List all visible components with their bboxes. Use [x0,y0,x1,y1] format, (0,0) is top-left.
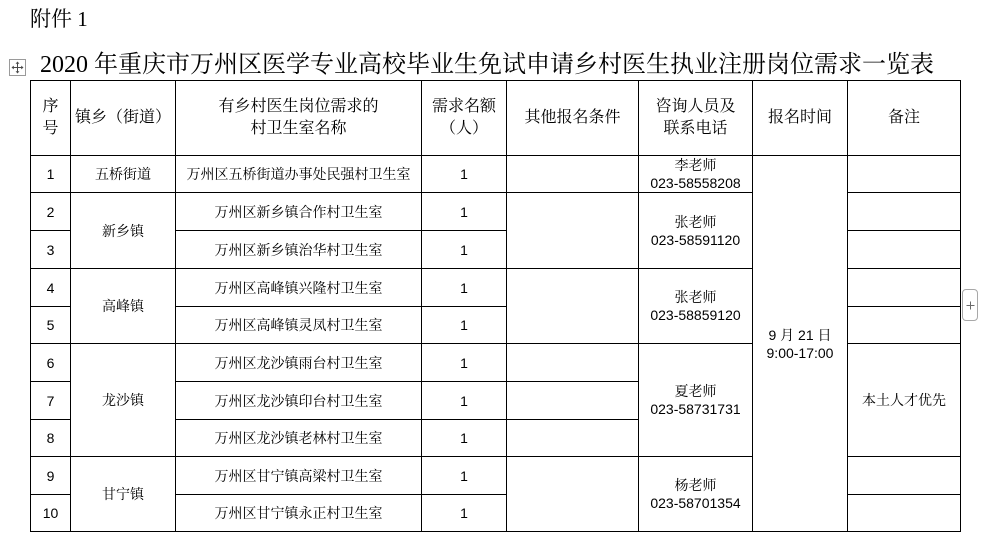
header-contact [639,81,753,156]
contact-name: 张老师 [674,289,717,305]
clinic-name-cell: 万州区五桥街道办事处民强村卫生室 [176,156,422,193]
contact-phone: 023-58731731 [650,401,741,417]
other-conditions-cell [507,420,639,457]
document-title: 2020 年重庆市万州区医学专业高校毕业生免试申请乡村医生执业注册岗位需求一览表 [40,52,934,78]
header-other-conditions: 其他报名条件 [507,81,639,156]
row-number-cell: 9 [31,457,71,495]
town-cell: 甘宁镇 [71,457,176,532]
clinic-name-cell: 万州区甘宁镇永正村卫生室 [176,495,422,532]
clinic-name-cell: 万州区新乡镇合作村卫生室 [176,193,422,231]
town-cell: 高峰镇 [71,269,176,344]
row-number-cell: 7 [31,382,71,420]
quota-cell: 1 [422,307,507,344]
header-contact-line-1: 咨询人员及 [655,98,736,115]
header-clinic [176,81,422,156]
contact-name: 李老师 [674,157,717,173]
quota-cell: 1 [422,156,507,193]
remarks-cell [848,231,961,269]
header-town: 镇乡（街道） [71,81,176,156]
header-row [31,81,961,156]
header-remarks: 备注 [848,81,961,156]
contact-cell [639,457,753,532]
contact-cell [639,193,753,269]
remarks-cell [848,307,961,344]
quota-cell: 1 [422,420,507,457]
header-clinic-line-1: 有乡村医生岗位需求的 [218,98,379,115]
quota-cell: 1 [422,269,507,307]
registration-date: 9 月 21 日 [768,326,832,343]
contact-cell [639,269,753,344]
plus-icon [966,301,975,310]
header-quota-line-1: 需求名额 [431,98,496,115]
other-conditions-cell [507,193,639,269]
attachment-label: 附件 1 [30,7,88,31]
remarks-cell [848,457,961,495]
registration-hours: 9:00-17:00 [766,344,834,361]
row-number-cell: 3 [31,231,71,269]
contact-cell [639,344,753,457]
other-conditions-cell [507,269,639,344]
move-arrows-icon [11,61,24,74]
header-serial-line-2: 号 [42,120,59,137]
contact-phone: 023-58859120 [650,307,741,323]
clinic-name-cell: 万州区龙沙镇雨台村卫生室 [176,344,422,382]
contact-phone: 023-58701354 [650,495,741,511]
other-conditions-cell [507,457,639,532]
clinic-name-cell: 万州区龙沙镇老林村卫生室 [176,420,422,457]
contact-name: 夏老师 [674,383,717,399]
remarks-cell [848,495,961,532]
header-quota-line-2: （人） [439,120,488,137]
header-clinic-line-2: 村卫生室名称 [250,120,347,137]
row-number-cell: 6 [31,344,71,382]
row-number-cell: 2 [31,193,71,231]
contact-name: 张老师 [674,213,717,230]
contact-phone: 023-58591120 [650,231,741,248]
clinic-name-cell: 万州区甘宁镇高梁村卫生室 [176,457,422,495]
town-cell: 龙沙镇 [71,344,176,457]
quota-cell: 1 [422,382,507,420]
other-conditions-cell [507,156,639,193]
clinic-name-cell: 万州区龙沙镇印台村卫生室 [176,382,422,420]
row-number-cell: 5 [31,307,71,344]
insert-column-button[interactable] [962,289,978,321]
remarks-cell [848,269,961,307]
town-cell: 五桥街道 [71,156,176,193]
row-number-cell: 8 [31,420,71,457]
contact-cell [639,156,753,193]
position-demand-table [30,80,961,532]
town-cell: 新乡镇 [71,193,176,269]
clinic-name-cell: 万州区新乡镇治华村卫生室 [176,231,422,269]
row-number-cell: 1 [31,156,71,193]
table-row [31,156,961,193]
contact-phone: 023-58558208 [650,175,741,191]
remarks-cell: 本土人才优先 [848,344,961,457]
header-registration-time: 报名时间 [753,81,848,156]
remarks-cell [848,193,961,231]
registration-time-cell [753,156,848,532]
header-serial-line-1: 序 [42,98,59,115]
other-conditions-cell [507,382,639,420]
row-number-cell: 4 [31,269,71,307]
remarks-cell [848,156,961,193]
contact-name: 杨老师 [674,477,717,493]
quota-cell: 1 [422,344,507,382]
row-number-cell: 10 [31,495,71,532]
other-conditions-cell [507,344,639,382]
clinic-name-cell: 万州区高峰镇兴隆村卫生室 [176,269,422,307]
quota-cell: 1 [422,495,507,532]
header-quota [422,81,507,156]
quota-cell: 1 [422,231,507,269]
clinic-name-cell: 万州区高峰镇灵凤村卫生室 [176,307,422,344]
header-contact-line-2: 联系电话 [663,120,728,137]
quota-cell: 1 [422,193,507,231]
header-serial-number [31,81,71,156]
quota-cell: 1 [422,457,507,495]
table-move-handle[interactable] [9,59,26,76]
